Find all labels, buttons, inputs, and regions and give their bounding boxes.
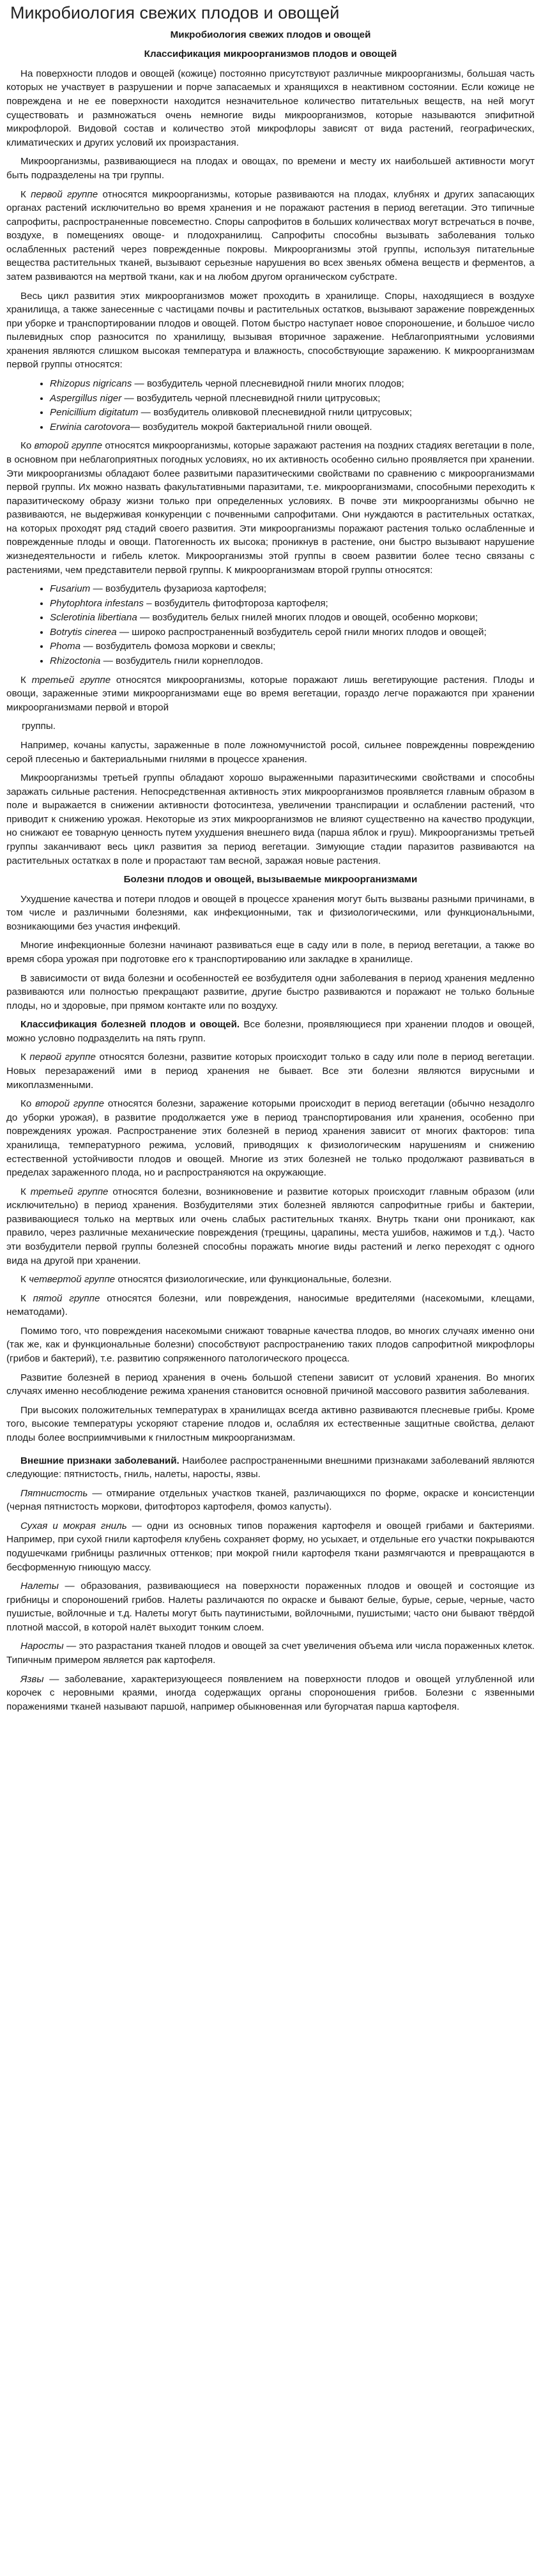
- list-item: [50, 406, 535, 420]
- list: [6, 582, 535, 668]
- paragraph: К третьей группе относятся микроорганизмы, которые поражают лишь вегетирующие растения. Плоды и овощи, зараженные этими микроорганизмами еще во время вегетации, гораздо легче поражаются при хранении микроорганизмами первой и второй: [6, 674, 535, 713]
- species-name: Aspergillus niger: [50, 392, 122, 404]
- paragraph: Развитие болезней в период хранения в очень большой степени зависит от условий хранения. Во многих случаях именно несоблюдение режима хранения становится основной причиной массового развития заболевания.: [6, 1372, 535, 1397]
- species-name: Penicillium digitatum: [50, 407, 139, 418]
- paragraph-text: — заболевание, характеризующееся появлением на поверхности плодов и овощей углубленной или корочек с неровными краями, иногда содержащих органы спороношения грибов. Болезни с язвенными поражениями тканей называют паршой, например обыкновенная или бугорчатая парша картофеля.: [6, 1673, 535, 1712]
- paragraph-text: относятся болезни, или повреждения, наносимые вредителями (насекомыми, клещами, нематодами).: [6, 1292, 535, 1318]
- list-item: [50, 392, 535, 406]
- paragraph-lead: Внешние признаки заболеваний.: [20, 1455, 179, 1466]
- paragraph: Например, кочаны капусты, зараженные в поле ложномучнистой росой, сильнее поврежденны повреждению серой плесенью и бактериальными гнилями в процессе хранения.: [6, 739, 535, 765]
- paragraph-text: — одни из основных типов поражения картофеля и овощей грибами и бактериями. Например, при сухой гнили картофеля клубень сохраняет форму, но усыхает, и отдельные его участки покрываются подушечками грибницы различных оттенков; при мокрой гнили картофеля ткани размягчаются и превращаются в бесформенную гниющую массу.: [6, 1520, 535, 1573]
- paragraph: К четвертой группе относятся физиологические, или функциональные, болезни.: [20, 1274, 392, 1285]
- paragraph: Микроорганизмы третьей группы обладают хорошо выраженными паразитическими свойствами и способны заражать сильные растения. Непосредственная активность этих микроорганизмов проявляется главным образом в поле и выражается в снижении активности фотосинтеза, увеличении транспирации и ослаблении растений, что приводит к снижению урожая. Некоторые из этих микроорганизмов не влияют существенно на качество продукции, но снижают ее товарную ценность путем ухудшения внешнего вида (парша яблок и груш). Микроорганизмы третьей группы заканчивают весь цикл развития за период вегетации. Зимующие стадии паразитов развиваются на растительных остатках в поле и прорастают там весной, заражая новые растения.: [6, 772, 535, 866]
- paragraph-text: — отмирание отдельных участков тканей, различающихся по форме, окраске и консистенции (черная пятнистость моркови, фитофтороз картофеля, фомоз капусты).: [6, 1487, 535, 1513]
- paragraph: Микроорганизмы, развивающиеся на плодах и овощах, по времени и месту их наибольшей активности могут быть подразделены на три группы.: [6, 156, 535, 181]
- species-name: Rhizopus nigricans: [50, 378, 132, 390]
- species-name: Erwinia carotovora: [50, 421, 130, 433]
- term: Сухая и мокрая гниль: [20, 1520, 127, 1531]
- paragraph: [6, 1673, 535, 1714]
- species-name: Rhizoctonia: [50, 656, 101, 667]
- term: Язвы: [20, 1673, 44, 1685]
- list-item-text: — возбудитель гнили корнеплодов.: [100, 656, 263, 667]
- list-item-text: — возбудитель оливковой плесневидной гнили цитрусовых;: [138, 407, 413, 418]
- paragraph: К пятой группе относятся болезни, или повреждения, наносимые вредителями (насекомыми, клещами, нематодами).: [6, 1292, 535, 1318]
- list-item-text: — возбудитель белых гнилей многих плодов и овощей, особенно моркови;: [137, 612, 478, 624]
- paragraph: При высоких положительных температурах в хранилищах всегда активно развиваются плесневые грибы. Кроме того, высокие температуры ускоряют старение плодов и, ослабляя их естественные защитные свойства, делают плоды более восприимчивыми к гнилостным микроорганизмам.: [6, 1404, 535, 1443]
- paragraph: Помимо того, что повреждения насекомыми снижают товарные качества плодов, во многих случаях именно они (так же, как и функциональные болезни) способствуют распространению таких плодов сапрофитной микрофлоры (грибов и бактерий), т.е. развитию сопряженного патологического процесса.: [6, 1325, 535, 1365]
- list-item-text: — возбудитель черной плесневидной гнили многих плодов;: [132, 378, 404, 390]
- paragraph: [6, 1639, 535, 1667]
- paragraph-text: относятся микроорганизмы, которые заражают растения на поздних стадиях вегетации в поле, в основном при неблагоприятных погодных условиях, но их активность особенно сильно проявляется при хранении. Эти микроорганизмы обладают более развитыми паразитическими свойствами по сравнению с микроорганизмами первой группы. Их можно назвать факультативными паразитами, т.е. микроорганизмами, способными переходить к паразитическому образу жизни только при определенных условиях. В почве эти микроорганизмы обычно не развиваются, не выдерживая конкуренции с почвенными сапрофитами. Они нуждаются в растительных остатках, на которых проходят ряд стадий своего развития. Эти микроорганизмы поражают растения только ослабленные и поврежденные плоды и овощи. Патогенность их высока; проникнув в растение, они быстро вызывают нарушение жизнедеятельности и гибель клеток. Микроорганизмы этой группы в своем развитии более тесно связаны с растениями, чем представители первой группы. К микроорганизмам второй группы относятся:: [6, 440, 535, 576]
- page-title: Микробиология свежих плодов и овощей: [10, 3, 340, 22]
- paragraph: [6, 1487, 535, 1514]
- section-diseases: [6, 873, 535, 1445]
- list-item-text: — возбудитель черной плесневидной гнили цитрусовых;: [121, 392, 381, 404]
- paragraph: [6, 1454, 535, 1482]
- paragraph-text: Все болезни, проявляющиеся при хранении плодов и овощей, можно условно подразделить на пять групп.: [6, 1019, 535, 1044]
- paragraph: Весь цикл развития этих микроорганизмов может проходить в хранилище. Споры, находящиеся в воздухе хранилища, а также занесенные с частицами почвы и растительных остатков, вызывают заражение поврежденных при уборке и транспортировании плодов и овощей. Потом быстро наступает новое спороношение, и большое число пылевидных спор разносится по хранилищу, вызывая вторичное заражение. Неблагоприятными условиями хранения являются слишком высокая температура и влажность, способствующие заражению. К микроорганизмам первой группы относятся:: [6, 290, 535, 371]
- list-item-text: — возбудитель фузариоза картофеля;: [90, 583, 267, 595]
- list-item: [50, 654, 535, 668]
- list-item: [50, 420, 535, 434]
- species-name: Phytophtora infestans: [50, 597, 144, 609]
- list-item: [50, 597, 535, 611]
- paragraph-text: Наиболее распространенными внешними признаками заболеваний являются следующие: пятнистость, гниль, налеты, наросты, язвы.: [6, 1455, 535, 1480]
- paragraph: Ухудшение качества и потери плодов и овощей в процессе хранения могут быть вызваны разными причинами, в том числе и различными болезнями, как инфекционными, так и физиологическими, или функциональными, возникающими без участия инфекций.: [6, 893, 535, 932]
- paragraph: Ко второй группе относятся болезни, заражение которыми происходит в период вегетации (обычно незадолго до уборки урожая), в развитие продолжается уже в период транспортирования или хранения, особенно при повреждениях урожая. Распространение этих болезней в период хранения зависит от многих факторов: типа хранилища, температурного режима, условий, приводящих к физиологическим нарушениям и снижению естественной устойчивости плодов и овощей. Многие из этих болезней не только продолжают развиваться в пределах зараженного плода, но и распространяются на окружающие.: [6, 1098, 535, 1179]
- paragraph-text: относятся болезни, заражение которыми происходит в период вегетации (обычно незадолго до уборки урожая), в развитие продолжается уже в период транспортирования или хранения, особенно при повреждениях урожая. Распространение этих болезней в период хранения зависит от многих факторов: типа хранилища, температурного режима, условий, приводящих к физиологическим нарушениям и снижению естественной устойчивости плодов и овощей. Многие из этих болезней не только продолжают развиваться в пределах зараженного плода, но и распространяются на окружающие.: [6, 1098, 535, 1179]
- section-external-signs: [6, 1454, 535, 1714]
- term: Пятнистость: [20, 1487, 88, 1499]
- paragraph: [6, 1579, 535, 1634]
- paragraph-text: относятся физиологические, или функциональные, болезни.: [118, 1274, 392, 1285]
- paragraph-text: — образования, развивающиеся на поверхности пораженных плодов и овощей и состоящие из грибницы и спороношений грибов. Налеты различаются по окраске и бывают белые, бурые, серые, черные, часто пушистые, войлочные и т.д. Налеты могут быть паутинистыми, войлочными, пушистыми; часто они бывают твёрдой плотной массой, в которой налёт выходит тонким слоем.: [6, 1581, 535, 1633]
- section-subheading: Классификация микроорганизмов плодов и овощей: [144, 49, 397, 60]
- section-classification: [6, 28, 535, 868]
- list-item: [50, 611, 535, 625]
- paragraph: [6, 1018, 535, 1045]
- species-name: Fusarium: [50, 583, 91, 595]
- paragraph: группы.: [22, 721, 56, 732]
- paragraph-lead: Классификация болезней плодов и овощей.: [20, 1019, 240, 1031]
- list-item: [50, 582, 535, 596]
- paragraph: [6, 1519, 535, 1574]
- paragraph-text: относятся болезни, возникновение и развитие которых происходит главным образом (или исключительно) в период хранения. Возбудителями этих болезней являются сапрофитные грибы и бактерии, развивающиеся только на мертвых или очень слабых растительных тканях. Внутрь ткани они проникают, как правило, через различные механические повреждения (трещины, царапины, места ушибов, нажимов и т.д.). Часто эти возбудители первой группы болезней способны поражать многие виды растений и легко переходят с одного вида на другой при хранении.: [6, 1186, 535, 1266]
- paragraph: К первой группе относятся микроорганизмы, которые развиваются на плодах, клубнях и других запасающих органах растений исключительно во время хранения и не поражают растения в период вегетации. Это типичные сапрофиты, распространенные повсеместно. Споры сапрофитов в больших количествах могут встречаться в почве, воздухе, в помещениях овоще- и плодохранилищ. Сапрофиты способны вызывать заболевания только ослабленных растений через поврежденные покровы. Микроорганизмы этой группы, используя питательные вещества растительных тканей, вызывают серьезные нарушения во всех звеньях обмена веществ и ферментов, а затем развиваются на мертвой ткани, как и на любом другом органическом субстрате.: [6, 188, 535, 282]
- list: [6, 377, 535, 434]
- species-name: Phoma: [50, 641, 81, 652]
- list-item: [50, 640, 535, 654]
- paragraph: На поверхности плодов и овощей (кожице) постоянно присутствуют различные микроорганизмы, большая часть которых не участвует в разрушении и порче запасаемых и хранящихся в неактивном состоянии. Если кожице не повреждена и не ее поверхности находится незначительное количество питательных веществ, на ней могут существовать и размножаться очень немногие виды микроорганизмов, которые называются эпифитной микрофлорой. Видовой состав и количество этой микрофлоры зависят от вида растений, географических, климатических и других условий их произрастания.: [6, 68, 535, 148]
- list-item: [50, 377, 535, 391]
- list-item-text: — возбудитель фомоза моркови и свеклы;: [80, 641, 276, 652]
- species-name: Sclerotinia libertiana: [50, 612, 137, 624]
- paragraph-text: — это разрастания тканей плодов и овощей за счет увеличения объема или числа пораженных клеток. Типичным примером является рак картофеля.: [6, 1641, 535, 1666]
- list-item-text: — возбудитель мокрой бактериальной гнили овощей.: [130, 421, 372, 433]
- paragraph: К первой группе относятся болезни, развитие которых происходит только в саду или поле в период вегетации. Новых перезаражений ими в период хранения не бывает. Все эти болезни являются вирусными и микоплазменными.: [6, 1052, 535, 1091]
- paragraph: К третьей группе относятся болезни, возникновение и развитие которых происходит главным образом (или исключительно) в период хранения. Возбудителями этих болезней являются сапрофитные грибы и бактерии, развивающиеся только на мертвых или очень слабых растительных тканях. Внутрь ткани они проникают, как правило, через различные механические повреждения (трещины, царапины, места ушибов, нажимов и т.д.). Часто эти возбудители первой группы болезней способны поражать многие виды растений и легко переходят с одного вида на другой при хранении.: [6, 1186, 535, 1266]
- paragraph-text: относятся микроорганизмы, которые поражают лишь вегетирующие растения. Плоды и овощи, зараженные этими микроорганизмами еще во время вегетации, гораздо легче поражаются при хранении микроорганизмами первой и второй: [6, 674, 535, 713]
- section-heading: Болезни плодов и овощей, вызываемые микроорганизмами: [123, 874, 418, 885]
- paragraph: Ко второй группе относятся микроорганизмы, которые заражают растения на поздних стадиях вегетации в поле, в основном при неблагоприятных погодных условиях, но их активность особенно сильно проявляется при хранении. Эти микроорганизмы обладают более развитыми паразитическими свойствами по сравнению с микроорганизмами первой группы. Их можно назвать факультативными паразитами, т.е. микроорганизмами, способными переходить к паразитическому образу жизни только при определенных условиях. В почве эти микроорганизмы обычно не развиваются, не выдерживая конкуренции с почвенными сапрофитами. Они нуждаются в растительных остатках, на которых проходят ряд стадий своего развития. Эти микроорганизмы поражают растения только ослабленные и поврежденные плоды и овощи. Патогенность их высока; проникнув в растение, они быстро вызывают нарушение жизнедеятельности и гибель клеток. Микроорганизмы этой группы в своем развитии более тесно связаны с растениями, чем представители первой группы. К микроорганизмам второй группы относятся:: [6, 440, 535, 576]
- section-heading: Микробиология свежих плодов и овощей: [170, 29, 371, 40]
- paragraph: В зависимости от вида болезни и особенностей ее возбудителя одни заболевания в период хранения медленно развиваются или полностью прекращают развитие, другие быстро развиваются и поражают не только больные плоды, но и здоровые, при прямом контакте или по воздуху.: [6, 972, 535, 1011]
- term: Наросты: [20, 1641, 64, 1652]
- paragraph: Многие инфекционные болезни начинают развиваться еще в саду или в поле, в период вегетации, а также во время сбора урожая при подготовке его к транспортированию или закладке в хранилище.: [6, 940, 535, 965]
- list-item: [50, 625, 535, 640]
- list-item-text: — широко распространенный возбудитель серой гнили многих плодов и овощей;: [116, 626, 487, 638]
- paragraph-text: относятся микроорганизмы, которые развиваются на плодах, клубнях и других запасающих органах растений исключительно во время хранения и не поражают растения в период вегетации. Это типичные сапрофиты, распространенные повсеместно. Споры сапрофитов в больших количествах могут встречаться в почве, воздухе, в помещениях овоще- и плодохранилищ. Сапрофиты способны вызывать заболевания только ослабленных растений через поврежденные покровы. Микроорганизмы этой группы, используя питательные вещества растительных тканей, вызывают серьезные нарушения во всех звеньях обмена веществ и ферментов, а затем развиваются на мертвой ткани, как и на любом другом органическом субстрате.: [6, 188, 535, 282]
- list-item-text: – возбудитель фитофтороза картофеля;: [143, 597, 328, 609]
- term: Налеты: [20, 1581, 59, 1592]
- species-name: Botrytis cinerea: [50, 626, 117, 638]
- paragraph-text: относятся болезни, развитие которых происходит только в саду или поле в период вегетации. Новых перезаражений ими в период хранения не бывает. Все эти болезни являются вирусными и микоплазменными.: [6, 1052, 535, 1091]
